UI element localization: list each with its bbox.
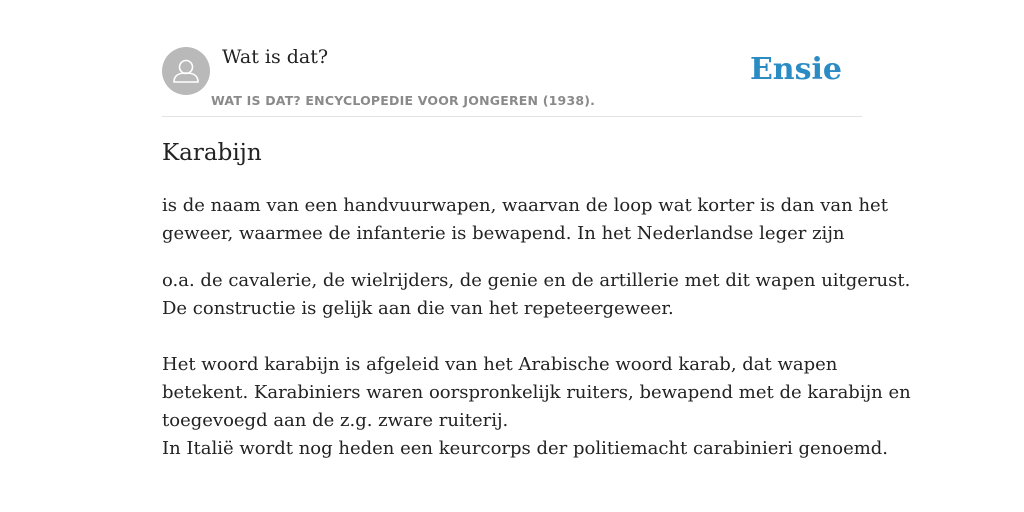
body-line: is de naam van een handvuurwapen, waarvan de loop wat korter is dan van het (162, 195, 888, 216)
body-line: toegevoegd aan de z.g. zware ruiterij. (162, 410, 509, 431)
body-line: geweer, waarmee de infanterie is bewapend. In het Nederlandse leger zijn (162, 223, 845, 244)
body-line: Het woord karabijn is afgeleid van het Arabische woord karab, dat wapen (162, 354, 838, 375)
entry-body (162, 192, 911, 463)
ensie-logo-link[interactable]: Ensie (749, 52, 842, 87)
entry-title: Karabijn (162, 140, 262, 166)
body-line: o.a. de cavalerie, de wielrijders, de genie en de artillerie met dit wapen uitgerust. (162, 270, 911, 291)
entry-container (162, 0, 911, 459)
source-header (162, 0, 862, 117)
source-title[interactable]: Wat is dat? (222, 46, 329, 68)
body-line: betekent. Karabiniers waren oorspronkelijk ruiters, bewapend met de karabijn en (162, 382, 911, 403)
user-avatar-icon[interactable] (162, 47, 210, 95)
body-line: De constructie is gelijk aan die van het repeteergeweer. (162, 298, 674, 319)
body-line: In Italië wordt nog heden een keurcorps der politiemacht carabinieri genoemd. (162, 438, 889, 459)
source-subtitle: WAT IS DAT? ENCYCLOPEDIE VOOR JONGEREN (1938). (211, 93, 596, 108)
